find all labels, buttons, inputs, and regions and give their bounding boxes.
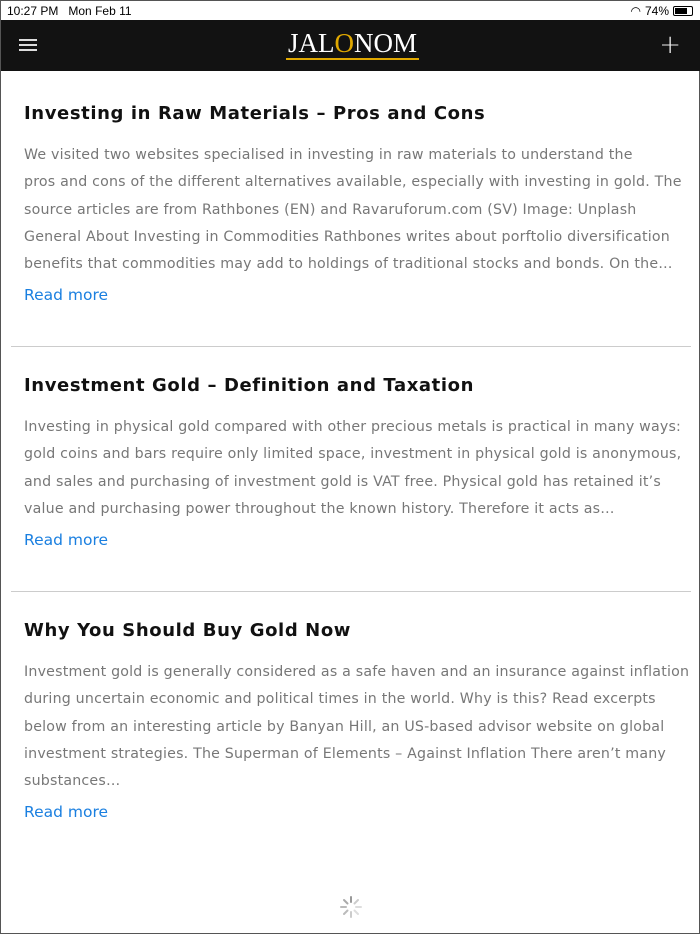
loading-spinner-icon xyxy=(339,895,363,919)
status-time-date xyxy=(7,4,132,18)
article-card xyxy=(24,375,684,549)
status-right xyxy=(630,4,693,18)
plus-icon[interactable]: + xyxy=(659,30,681,60)
jalonom-logo[interactable]: JALONOM xyxy=(288,28,418,58)
excerpt-line: Investing in physical gold compared with other precious metals is practical in many ways: xyxy=(24,419,682,435)
status-bar xyxy=(1,1,700,20)
excerpt-line: source articles are from Rathbones (EN) and Ravaruforum.com (SV) Image: Unplash xyxy=(24,201,637,218)
wifi-icon: ◠ xyxy=(630,4,641,18)
excerpt-line: gold coins and bars require only limited space, investment in physical gold is anonymous, xyxy=(24,446,682,463)
read-more-link[interactable]: Read more xyxy=(24,531,109,550)
excerpt-line: Investment gold is generally considered as a safe haven and an insurance against inflation xyxy=(24,664,690,680)
excerpt-line: pros and cons of the different alternatives available, especially with investing in gold. The xyxy=(24,174,682,191)
battery-percent: 74% xyxy=(644,4,669,18)
article-excerpt xyxy=(24,142,684,278)
article-title[interactable]: Investment Gold – Definition and Taxation xyxy=(24,375,475,396)
app-header xyxy=(1,20,700,71)
divider xyxy=(11,591,691,592)
excerpt-line: benefits that commodities may add to holdings of traditional stocks and bonds. On the… xyxy=(24,256,673,273)
article-title[interactable]: Investing in Raw Materials – Pros and Cons xyxy=(24,103,486,124)
excerpt-line: We visited two websites specialised in investing in raw materials to understand the xyxy=(24,147,633,163)
battery-icon xyxy=(673,6,693,16)
excerpt-line: value and purchasing power throughout the known history. Therefore it acts as… xyxy=(24,500,615,517)
excerpt-line: below from an interesting article by Banyan Hill, an US-based advisor website on global xyxy=(24,718,665,735)
excerpt-line: General About Investing in Commodities Rathbones writes about porftolio diversification xyxy=(24,228,670,245)
read-more-link[interactable]: Read more xyxy=(24,286,109,305)
article-card xyxy=(24,620,690,822)
excerpt-line: investment strategies. The Superman of Elements – Against Inflation There aren’t many xyxy=(24,745,667,762)
excerpt-line: and sales and purchasing of investment gold is VAT free. Physical gold has retained it’s xyxy=(24,473,661,490)
excerpt-line: during uncertain economic and political times in the world. Why is this? Read excerpts xyxy=(24,691,656,708)
status-time: 10:27 PM xyxy=(7,4,59,18)
list-icon[interactable] xyxy=(19,39,37,51)
excerpt-line: substances… xyxy=(24,773,121,790)
divider xyxy=(11,346,691,347)
article-excerpt xyxy=(24,414,684,523)
status-date: Mon Feb 11 xyxy=(68,4,132,18)
read-more-link[interactable]: Read more xyxy=(24,803,109,822)
article-title[interactable]: Why You Should Buy Gold Now xyxy=(24,620,352,641)
article-card xyxy=(24,103,684,304)
article-excerpt xyxy=(24,659,690,795)
